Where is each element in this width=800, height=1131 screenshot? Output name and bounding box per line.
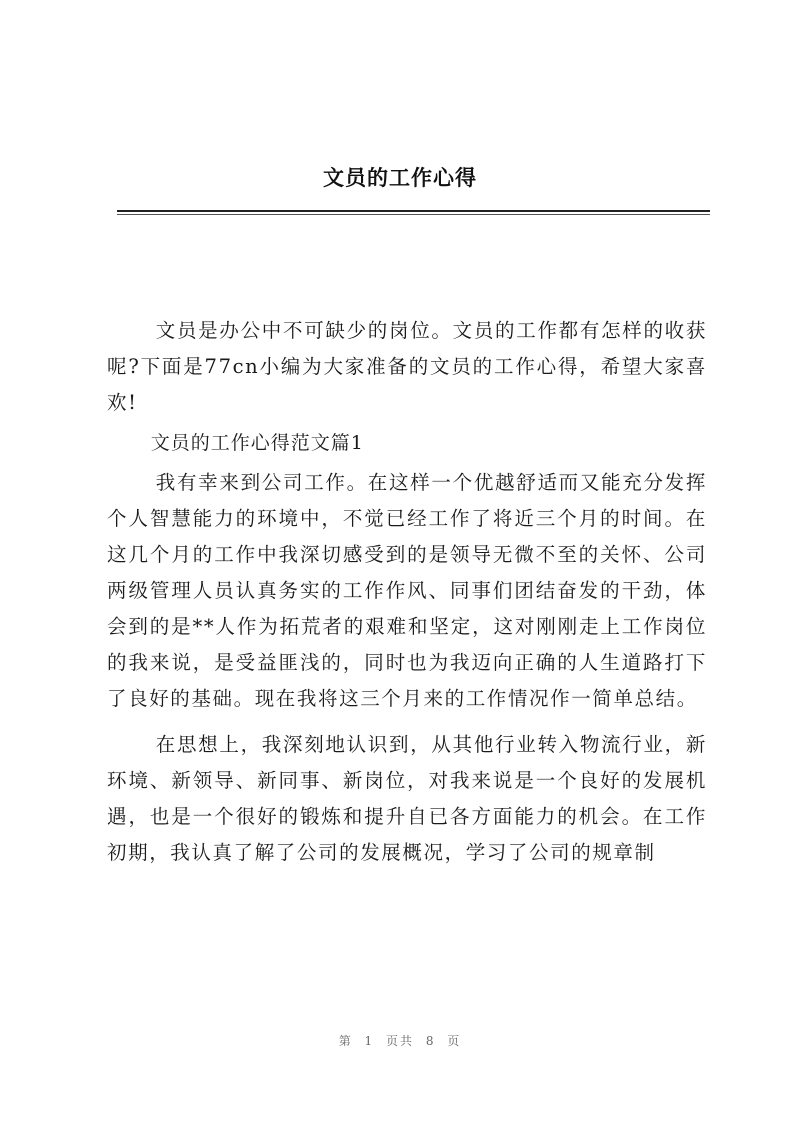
document-body bbox=[107, 313, 707, 871]
body-paragraph-2: 在思想上，我深刻地认识到，从其他行业转入物流行业，新环境、新领导、新同事、新岗位，对我来说是一个良好的发展机遇，也是一个很好的锻炼和提升自已各方面能力的机会。在工作初期，我认真了解了公司的发展概况，学习了公司的规章制 bbox=[107, 733, 707, 864]
document-title: 文员的工作心得 bbox=[323, 166, 477, 190]
section-heading: 文员的工作心得范文篇1 bbox=[150, 432, 364, 454]
body-paragraph-1: 我有幸来到公司工作。在这样一个优越舒适而又能充分发挥个人智慧能力的环境中，不觉已经工作了将近三个月的时间。在这几个月的工作中我深切感受到的是领导无微不至的关怀、公司两级管理人员认真务实的工作作风、同事们团结奋发的干劲，体会到的是**人作为拓荒者的艰难和坚定，这对刚刚走上工作岗位的我来说，是受益匪浅的，同时也为我迈向正确的人生道路打下了良好的基础。现在我将这三个月来的工作情况作一简单总结。 bbox=[107, 471, 707, 710]
intro-paragraph: 文员是办公中不可缺少的岗位。文员的工作都有怎样的收获呢?下面是77cn小编为大家准备的文员的工作心得，希望大家喜欢! bbox=[107, 319, 707, 414]
title-divider-thin bbox=[117, 214, 710, 215]
page-footer: 第 1 页共 8 页 bbox=[338, 1034, 462, 1048]
title-divider bbox=[117, 210, 710, 212]
